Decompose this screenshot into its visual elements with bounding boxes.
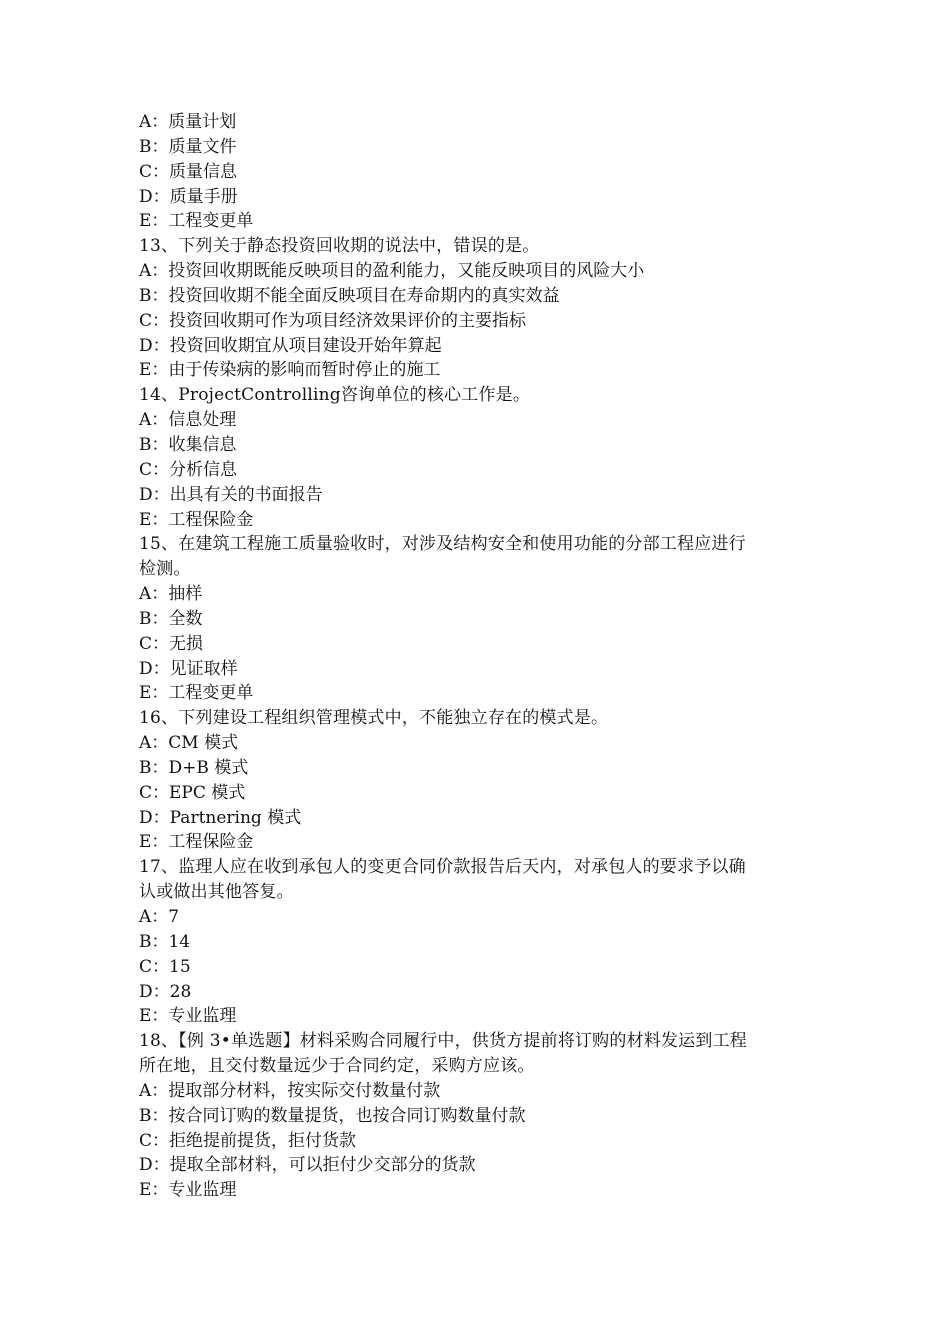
question-stem bbox=[139, 706, 819, 731]
option-line: B：收集信息 bbox=[139, 434, 237, 455]
option-line: D：质量手册 bbox=[139, 186, 238, 207]
option-line: D：见证取样 bbox=[139, 658, 238, 679]
question-line: 认或做出其他答复。 bbox=[139, 882, 294, 903]
option-line: B：投资回收期不能全面反映项目在寿命期内的真实效益 bbox=[139, 285, 560, 306]
question-stem bbox=[139, 855, 819, 905]
question-stem bbox=[139, 234, 819, 259]
option-line: E：工程保险金 bbox=[139, 509, 254, 530]
option-list bbox=[139, 1079, 819, 1203]
question-line: 13、下列关于静态投资回收期的说法中，错误的是。 bbox=[139, 236, 540, 257]
option-line: A：信息处理 bbox=[139, 410, 237, 431]
option-list bbox=[139, 110, 819, 234]
option-line: E：专业监理 bbox=[139, 1006, 237, 1027]
question-line: 18、【例 3•单选题】材料采购合同履行中，供货方提前将订购的材料发运到工程 bbox=[139, 1031, 747, 1052]
question-line: 15、在建筑工程施工质量验收时，对涉及结构安全和使用功能的分部工程应进行 bbox=[139, 534, 746, 555]
option-list bbox=[139, 905, 819, 1029]
option-line: D：投资回收期宜从项目建设开始年算起 bbox=[139, 335, 442, 356]
option-line: E：由于传染病的影响而暂时停止的施工 bbox=[139, 360, 441, 381]
option-list bbox=[139, 408, 819, 532]
option-line: B：全数 bbox=[139, 608, 203, 629]
question-line: 所在地，且交付数量远少于合同约定，采购方应该。 bbox=[139, 1056, 535, 1077]
option-line: C：15 bbox=[139, 956, 191, 977]
option-line: A：质量计划 bbox=[139, 112, 237, 132]
option-list bbox=[139, 259, 819, 383]
option-line: D：提取全部材料，可以拒付少交部分的货款 bbox=[139, 1155, 476, 1176]
question-line: 检测。 bbox=[139, 559, 191, 580]
option-line: D：出具有关的书面报告 bbox=[139, 484, 323, 505]
question-line: 17、监理人应在收到承包人的变更合同价款报告后天内，对承包人的要求予以确 bbox=[139, 857, 746, 878]
document-page bbox=[139, 110, 819, 1203]
option-list bbox=[139, 731, 819, 855]
option-line: D：Partnering 模式 bbox=[139, 807, 302, 828]
option-line: C：分析信息 bbox=[139, 459, 238, 480]
option-line: A：7 bbox=[139, 907, 180, 927]
option-line: B：14 bbox=[139, 931, 191, 952]
question-line: 14、ProjectControlling咨询单位的核心工作是。 bbox=[139, 385, 531, 406]
option-line: A：投资回收期既能反映项目的盈利能力，又能反映项目的风险大小 bbox=[139, 261, 645, 282]
option-line: E：工程保险金 bbox=[139, 832, 254, 853]
question-stem bbox=[139, 1029, 819, 1079]
option-line: A：抽样 bbox=[139, 584, 203, 605]
option-line: D：28 bbox=[139, 981, 192, 1002]
question-stem bbox=[139, 532, 819, 582]
option-line: E：工程变更单 bbox=[139, 683, 254, 704]
option-line: C：无损 bbox=[139, 633, 204, 654]
option-line: B：质量文件 bbox=[139, 136, 237, 157]
question-line: 16、下列建设工程组织管理模式中，不能独立存在的模式是。 bbox=[139, 708, 609, 729]
option-line: A：提取部分材料，按实际交付数量付款 bbox=[139, 1080, 441, 1101]
option-line: B：按合同订购的数量提货，也按合同订购数量付款 bbox=[139, 1105, 526, 1126]
option-line: E：工程变更单 bbox=[139, 211, 254, 232]
option-line: C：投资回收期可作为项目经济效果评价的主要指标 bbox=[139, 310, 527, 331]
option-line: B：D+B 模式 bbox=[139, 757, 249, 778]
option-line: C：EPC 模式 bbox=[139, 782, 246, 803]
option-line: C：拒绝提前提货，拒付货款 bbox=[139, 1130, 357, 1151]
option-line: C：质量信息 bbox=[139, 161, 238, 182]
option-line: E：专业监理 bbox=[139, 1180, 237, 1201]
question-stem bbox=[139, 383, 819, 408]
option-line: A：CM 模式 bbox=[139, 733, 239, 754]
option-list bbox=[139, 582, 819, 706]
